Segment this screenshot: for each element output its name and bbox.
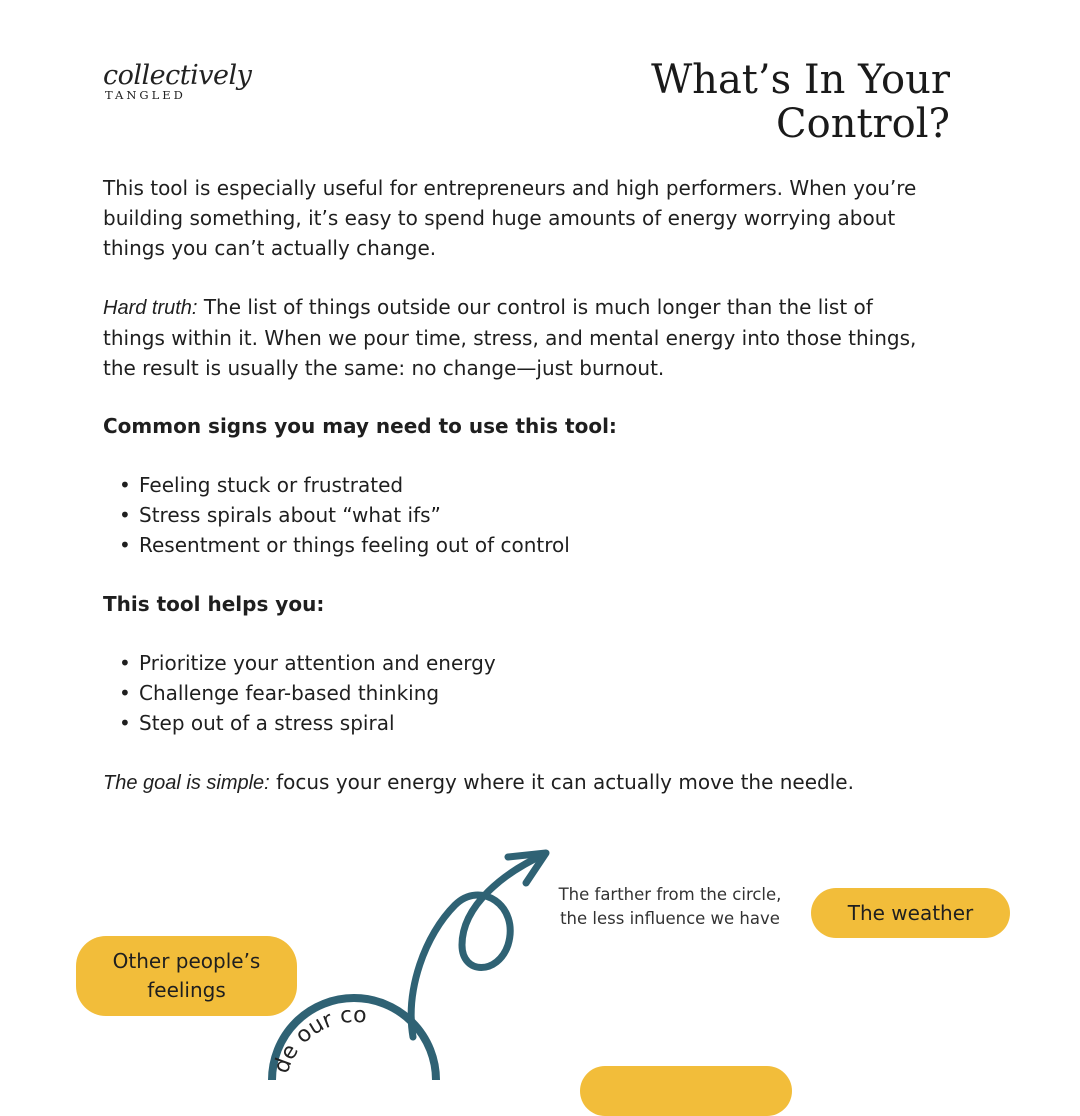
list-item: • Step out of a stress spiral [103,708,496,738]
helps-list [103,648,496,738]
signs-list [103,470,570,560]
intro-line-1: This tool is especially useful for entrepreneurs and high performers. When you’re [103,176,917,200]
logo-subtitle: TANGLED [105,88,186,102]
list-item: • Feeling stuck or frustrated [103,470,570,500]
hard-truth-line-1: The list of things outside our control is much longer than the list of [197,295,873,319]
influence-note-line-2: the less influence we have [560,909,780,928]
pill-other-peoples-feelings [76,936,297,1016]
pill-label [113,947,261,1005]
list-item: • Stress spirals about “what ifs” [103,500,570,530]
helps-heading: This tool helps you: [103,592,325,616]
hard-truth-line-2: things within it. When we pour time, stress, and mental energy into those things, [103,326,917,350]
intro-line-2: building something, it’s easy to spend huge amounts of energy worrying about [103,206,896,230]
goal-paragraph [103,767,983,798]
intro-line-3: things you can’t actually change. [103,236,437,260]
page-title: What’s In Your Control? [651,57,950,147]
brand-logo [103,60,252,110]
list-item: • Resentment or things feeling out of control [103,530,570,560]
list-item: • Prioritize your attention and energy [103,648,496,678]
signs-heading: Common signs you may need to use this tool: [103,414,617,438]
circle-label: de our co [269,1002,368,1077]
goal-text: focus your energy where it can actually move the needle. [269,770,854,794]
pill-label: The weather [847,900,974,925]
list-item: • Challenge fear-based thinking [103,678,496,708]
pill-partial [580,1066,792,1116]
influence-note-line-1: The farther from the circle, [558,885,782,904]
hard-truth-paragraph [103,292,983,383]
logo-script: collectively [103,60,252,91]
intro-paragraph [103,173,983,263]
goal-lead: The goal is simple: [103,772,270,794]
pill-the-weather [811,888,1010,938]
hard-truth-lead: Hard truth: [103,297,198,319]
influence-note [540,883,800,931]
pill-label-line-1: Other people’s [112,949,261,973]
hard-truth-line-3: the result is usually the same: no change—just burnout. [103,356,665,380]
pill-label-line-2: feelings [147,978,226,1002]
